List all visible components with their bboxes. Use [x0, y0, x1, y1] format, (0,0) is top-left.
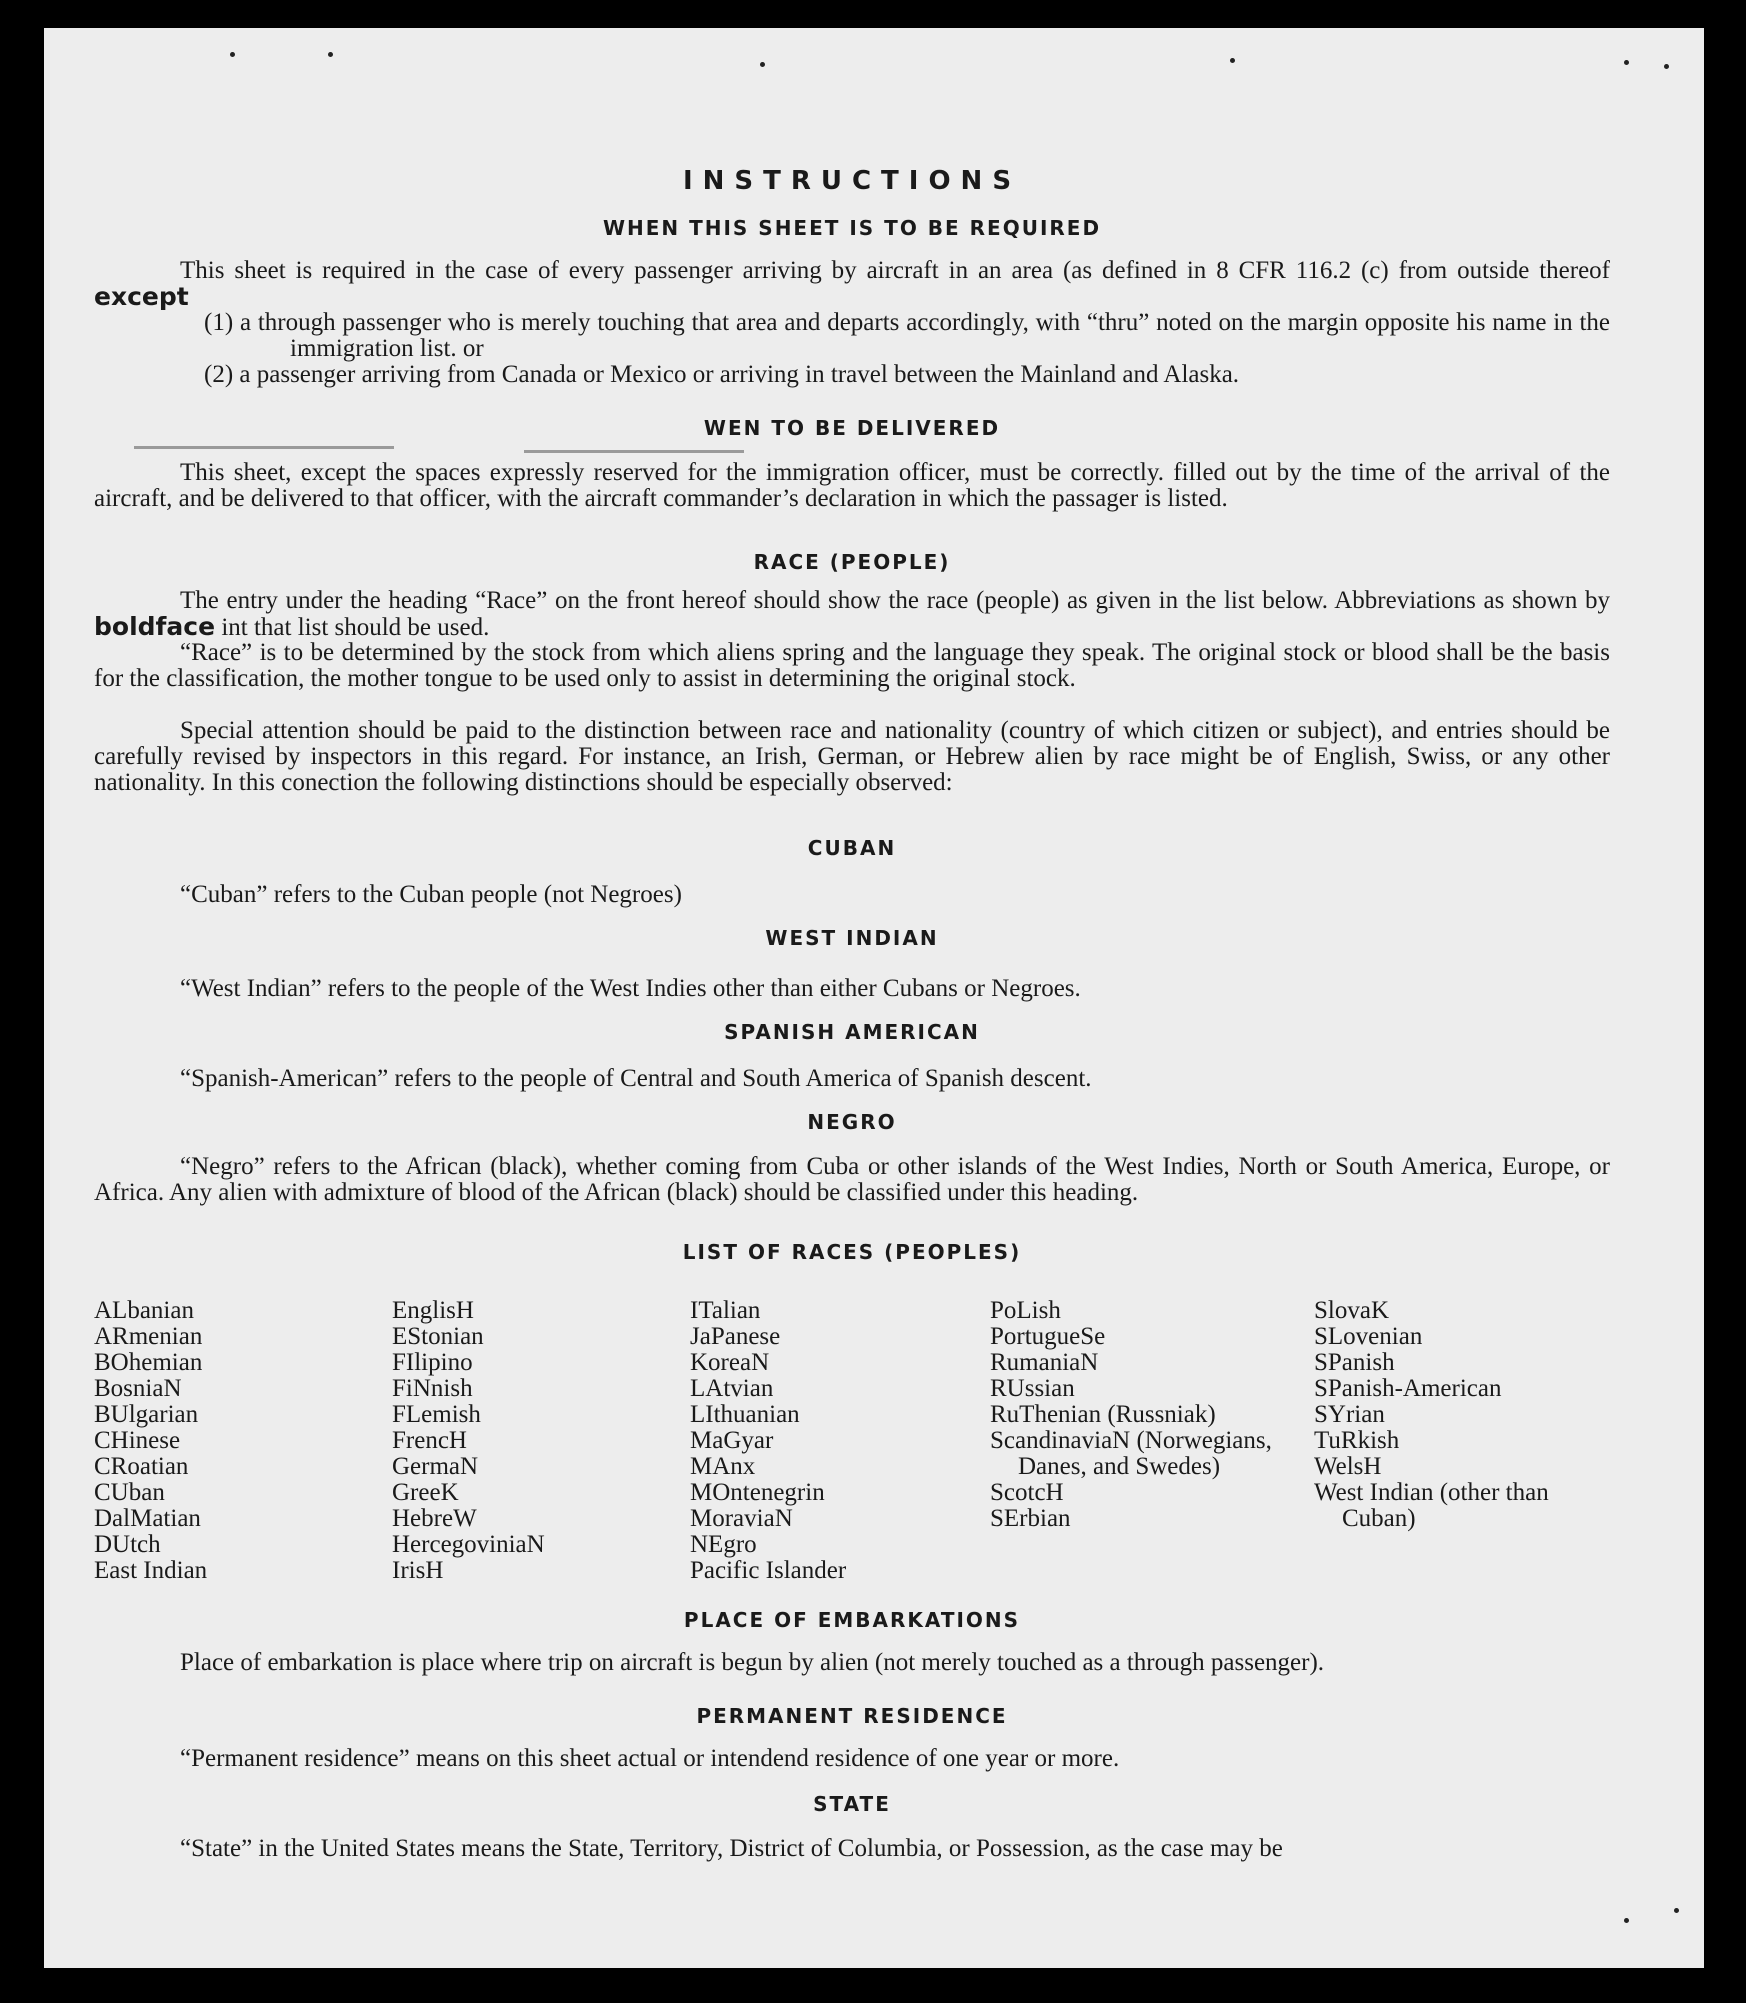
race-item: FIlipino [392, 1349, 473, 1376]
races-column-1 [94, 1298, 394, 1584]
race-item: DUtch [94, 1531, 161, 1558]
speck [1674, 1908, 1679, 1913]
negro-definition: “Negro” refers to the African (black), whether coming from Cuba or other islands of the West Indies, North or South America, Europe, or Africa. Any alien with admixture of blood of the African (black) should be classified under this heading. [94, 1153, 1610, 1206]
print-smudge [134, 446, 394, 449]
speck [760, 62, 765, 67]
race-item: LIthuanian [690, 1401, 800, 1428]
races-list [94, 1298, 1610, 1598]
race-paragraph-2: “Race” is to be determined by the stock from which aliens spring and the language they speak. The original stock or blood shall be the basis for the classification, the mother tongue to be used only to assist in determining the original stock. [94, 639, 1610, 692]
when-required-paragraph [94, 258, 1610, 311]
heading-when-required: WHEN THIS SHEET IS TO BE REQUIRED [602, 216, 1102, 240]
document-page [44, 28, 1704, 1968]
race-item: HercegoviniaN [392, 1531, 545, 1558]
race-item: IrisH [392, 1557, 444, 1584]
state-definition: “State” in the United States means the State, Territory, District of Columbia, or Possession, as the case may be [180, 1835, 1283, 1862]
race-item: MAnx [690, 1453, 756, 1480]
race-item: PortugueSe [990, 1323, 1106, 1350]
speck [1230, 58, 1235, 63]
race-item: Pacific Islander [690, 1557, 847, 1584]
race-item: FrencH [392, 1427, 467, 1454]
speck [1664, 64, 1669, 69]
except-emphasis: except [94, 282, 189, 311]
race-item: JaPanese [690, 1323, 781, 1350]
race-item: NEgro [690, 1531, 757, 1558]
race-item: PoLish [990, 1297, 1061, 1324]
document-title: INSTRUCTIONS [682, 166, 1022, 196]
speck [230, 52, 235, 57]
race-text-b: int that list should be used. [221, 614, 490, 641]
residence-definition: “Permanent residence” means on this sheet actual or intendend residence of one year or more. [180, 1745, 1120, 1772]
race-item: ALbanian [94, 1297, 194, 1324]
race-item: East Indian [94, 1557, 208, 1584]
race-item: SLovenian [1314, 1323, 1423, 1350]
race-item: FLemish [392, 1401, 481, 1428]
heading-negro: NEGRO [807, 1110, 897, 1134]
print-smudge [524, 450, 744, 453]
race-paragraph-1 [94, 588, 1610, 641]
race-item: BOhemian [94, 1349, 203, 1376]
heading-when-delivered: WEN TO BE DELIVERED [703, 416, 1001, 440]
race-item: MaGyar [690, 1427, 774, 1454]
race-item: ARmenian [94, 1323, 203, 1350]
cuban-definition: “Cuban” refers to the Cuban people (not Negroes) [180, 881, 682, 908]
race-item: MOntenegrin [690, 1479, 825, 1506]
race-item: FiNnish [392, 1375, 473, 1402]
race-item: SlovaK [1314, 1297, 1389, 1324]
race-item: TuRkish [1314, 1427, 1400, 1454]
race-item: GreeK [392, 1479, 459, 1506]
race-item: LAtvian [690, 1375, 774, 1402]
exception-item-2: (2) a passenger arriving from Canada or Mexico or arriving in travel between the Mainland and Alaska. [204, 361, 1240, 388]
heading-west-indian: WEST INDIAN [765, 926, 939, 950]
race-item: MoraviaN [690, 1505, 793, 1532]
race-item: DalMatian [94, 1505, 201, 1532]
race-item: CHinese [94, 1427, 181, 1454]
west-indian-definition: “West Indian” refers to the people of the West Indies other than either Cubans or Negroes. [180, 975, 1081, 1002]
races-column-5 [1314, 1298, 1610, 1532]
exception-item-1: (1) a through passenger who is merely touching that area and departs accordingly, with “thru” noted on the margin opposite his name in the immigration list. or [204, 309, 1610, 362]
boldface-emphasis: boldface [94, 612, 216, 641]
heading-spanish-american: SPANISH AMERICAN [724, 1020, 980, 1044]
race-item: GermaN [392, 1453, 479, 1480]
heading-permanent-residence: PERMANENT RESIDENCE [696, 1704, 1008, 1728]
race-item: HebreW [392, 1505, 477, 1532]
race-item: RumaniaN [990, 1349, 1099, 1376]
race-paragraph-3: Special attention should be paid to the distinction between race and nationality (country of which citizen or subject), and entries should be carefully revised by inspectors in this regard. For instance, an Irish, German, or Hebrew alien by race might be of English, Swiss, or any other nationality. In this conection the following distinctions should be especially observed: [94, 717, 1610, 796]
race-item: ScotcH [990, 1479, 1064, 1506]
embarkation-definition: Place of embarkation is place where trip on aircraft is begun by alien (not merely touched as a through passenger). [180, 1649, 1325, 1676]
race-item: KoreaN [690, 1349, 770, 1376]
speck [1624, 60, 1629, 65]
spanish-american-definition: “Spanish-American” refers to the people of Central and South America of Spanish descent. [180, 1065, 1092, 1092]
race-item: RuThenian (Russniak) [990, 1401, 1216, 1428]
race-item: WelsH [1314, 1453, 1382, 1480]
race-item: SErbian [990, 1505, 1071, 1532]
heading-race: RACE (PEOPLE) [753, 550, 951, 574]
heading-cuban: CUBAN [807, 836, 897, 860]
race-item: ITalian [690, 1297, 761, 1324]
race-text-a: The entry under the heading “Race” on the front hereof should show the race (people) as given in the list below. Abbreviations as shown by [180, 587, 1610, 614]
race-item: West Indian (other than Cuban) [1314, 1479, 1549, 1532]
when-delivered-paragraph: This sheet, except the spaces expressly reserved for the immigration officer, must be correctly. filled out by the time of the arrival of the aircraft, and be delivered to that officer, with the aircraft commander’s declaration in which the passager is listed. [94, 459, 1610, 512]
race-item: BUlgarian [94, 1401, 199, 1428]
race-item: EnglisH [392, 1297, 474, 1324]
race-item: SPanish-American [1314, 1375, 1502, 1402]
race-item: ScandinaviaN (Norwegians, Danes, and Swedes) [990, 1427, 1272, 1480]
heading-list-of-races: LIST OF RACES (PEOPLES) [682, 1240, 1022, 1264]
race-item: RUssian [990, 1375, 1075, 1402]
race-item: EStonian [392, 1323, 484, 1350]
heading-state: STATE [813, 1792, 891, 1816]
races-column-3 [690, 1298, 990, 1584]
heading-embarkation: PLACE OF EMBARKATIONS [683, 1608, 1021, 1632]
when-required-text: This sheet is required in the case of every passenger arriving by aircraft in an area (as defined in 8 CFR 116.2 (c) from outside thereof [180, 257, 1610, 284]
race-item: SPanish [1314, 1349, 1395, 1376]
races-column-4 [990, 1298, 1280, 1532]
race-item: BosniaN [94, 1375, 182, 1402]
race-item: CUban [94, 1479, 165, 1506]
race-item: CRoatian [94, 1453, 189, 1480]
race-item: SYrian [1314, 1401, 1385, 1428]
races-column-2 [392, 1298, 692, 1584]
speck [1624, 1918, 1629, 1923]
speck [328, 52, 333, 57]
